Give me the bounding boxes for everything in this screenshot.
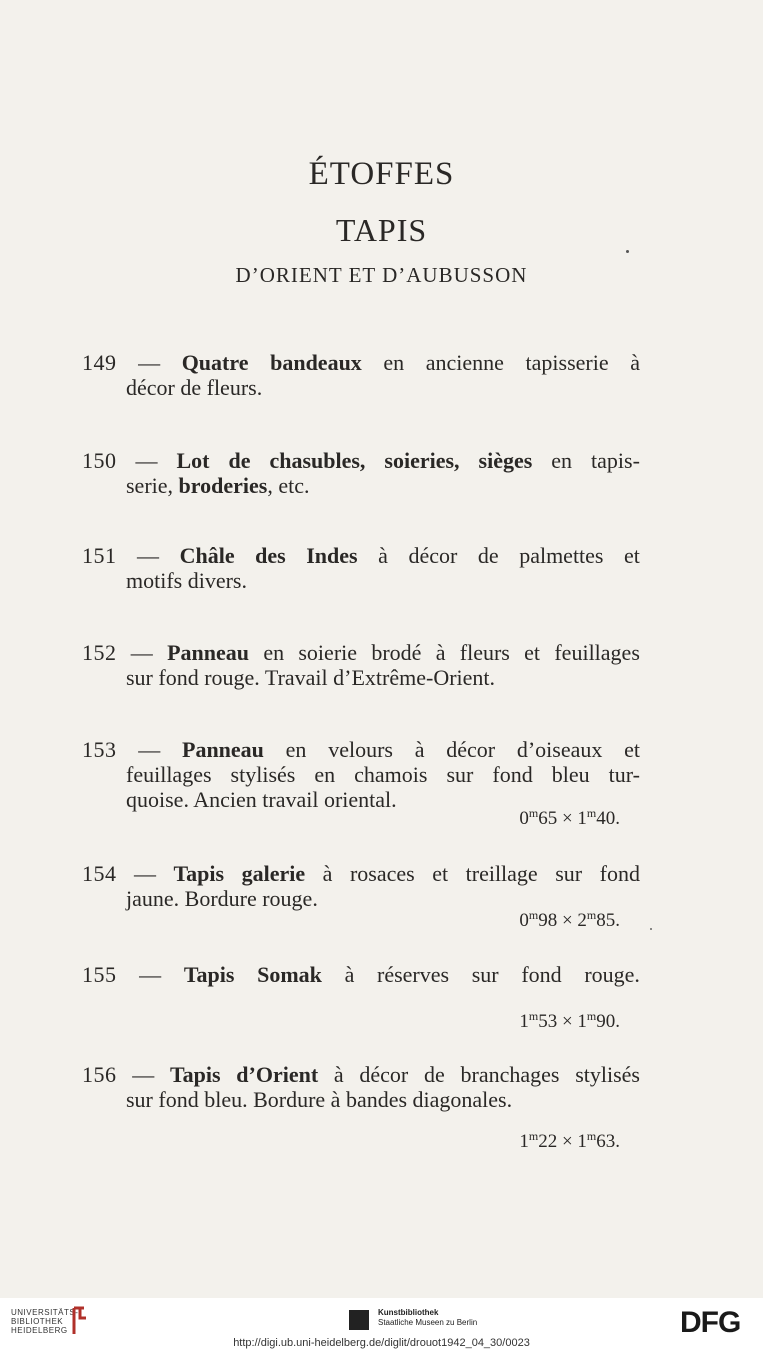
page-subtitle-orient: D’ORIENT ET D’AUBUSSON [235,263,528,287]
lot-text-word: stylisés [230,762,296,787]
university-logo-icon [70,1306,90,1336]
lot-title-word: bandeaux [270,350,362,375]
lot-dash: — [138,350,161,375]
lot-text-word: tapisserie [525,350,609,375]
lot-title-word: sièges [478,448,533,473]
lot-title-word: Somak [257,962,322,987]
dimension-part: 0 [519,910,529,931]
university-library-label [11,1308,78,1335]
dimension-part: m [586,908,597,922]
lot-dash: — [135,448,158,473]
lot-text-word: et [432,861,449,886]
lot-text-word: à [344,962,355,987]
university-line: HEIDELBERG [11,1326,68,1335]
dimension-part: × [561,1131,578,1152]
lot-number: 151 [82,543,117,568]
entry-line [82,762,640,787]
university-line: UNIVERSITÄTS- [11,1308,79,1317]
entry-first-line [82,543,640,568]
lot-title-word: Panneau [167,640,250,665]
dimension-part: 22 [538,1131,562,1152]
dimension-part: m [528,806,539,820]
lot-text-word: de [424,1062,445,1087]
lot-text-word: en [551,448,573,473]
dimension-part: 1 [519,1011,529,1032]
entry-first-line [82,1062,640,1087]
entry-first-line [82,861,640,886]
dimension-part: × [561,1011,578,1032]
lot-text-word: tur- [608,762,640,787]
lot-text-word: à [322,861,333,886]
catalogue-entry [82,448,642,498]
entry-line [82,473,642,498]
lot-text-word: brodé [371,640,422,665]
source-url-link[interactable]: http://digi.ub.uni-heidelberg.de/diglit/drouot1942_04_30/0023 [233,1337,530,1349]
lot-text-word: décor [446,737,496,762]
dimension-part: m [528,1009,539,1023]
catalogue-entry [82,861,642,911]
paper-speck [650,928,652,930]
museum-name: Staatliche Museen zu Berlin [378,1318,478,1327]
lot-title-word: Tapis [183,962,235,987]
lot-text-word: feuillages [554,640,640,665]
lot-text-word: décor [408,543,458,568]
lot-dash: — [134,861,157,886]
lot-number: 150 [82,448,117,473]
lot-dash: — [132,1062,155,1087]
lot-text-word: treillage [465,861,538,886]
lot-text-word: feuillages [126,762,212,787]
lot-dimensions [519,1009,620,1033]
lot-dash: — [139,962,162,987]
entry-line: sur fond bleu. Bordure à bandes diagonales. [126,1087,513,1112]
kunstbibliothek-label [378,1308,477,1328]
dimension-part: 0 [519,808,529,829]
lot-text-word: branchages [460,1062,560,1087]
lot-text-word: décor [359,1062,409,1087]
lot-title-word: soieries, [384,448,460,473]
lot-text-word: en [383,350,405,375]
lot-text-word: et [624,543,640,568]
dimension-part: 1 [577,1131,587,1152]
lot-dash: — [130,640,153,665]
lot-text-word: velours [328,737,393,762]
catalogue-entry [82,543,642,593]
lot-dash: — [138,737,161,762]
lot-text-word: fond [521,962,562,987]
lot-text-word: d’oiseaux [516,737,603,762]
lot-title-word: Quatre [181,350,249,375]
dimension-part: 1 [519,1131,529,1152]
lot-dash: — [137,543,160,568]
lot-text-word: à [414,737,425,762]
lot-number: 149 [82,350,117,375]
entry-first-line [82,640,640,665]
dimension-part: 1 [577,808,587,829]
lot-text-word: et [624,737,640,762]
dimension-part: 85. [596,910,620,931]
entry-first-line [82,448,640,473]
dfg-logo: DFG [680,1306,741,1339]
dimension-part: 90. [596,1011,620,1032]
footer-bar [0,1298,763,1352]
lot-text-word: à [333,1062,344,1087]
dimension-part: 2 [577,910,587,931]
catalogue-entry [82,1062,642,1112]
lot-text: , etc. [267,473,310,498]
dimension-part: m [586,806,597,820]
entry-line: sur fond rouge. Travail d’Extrême-Orient. [126,665,496,690]
dimension-part: m [586,1129,597,1143]
dimension-part: 63. [596,1131,620,1152]
lot-text-word: sur [471,962,499,987]
catalogue-entry [82,350,642,400]
lot-text-word: chamois [354,762,428,787]
dimension-part: m [528,908,539,922]
lot-text-word: en [285,737,307,762]
lot-number: 152 [82,640,117,665]
lot-title-word: Tapis [173,861,225,886]
lot-title-word: Tapis [169,1062,221,1087]
entry-line: jaune. Bordure rouge. [126,886,318,911]
dimension-part: m [528,1129,539,1143]
lot-number: 154 [82,861,117,886]
lot-text-word: tapis- [591,448,640,473]
catalogue-entry [82,962,642,987]
lot-title-word: Lot [176,448,210,473]
entry-first-line [82,350,640,375]
dimension-part: 1 [577,1011,587,1032]
lot-title-word: des [255,543,286,568]
paper-speck [626,250,629,253]
lot-text-word: à [435,640,446,665]
lot-dimensions [519,908,620,932]
lot-text-word: bleu [551,762,590,787]
lot-number: 153 [82,737,117,762]
lot-text-word: rosaces [349,861,415,886]
dimension-part: 40. [596,808,620,829]
lot-text-word: rouge. [584,962,640,987]
lot-title-word: Châle [179,543,235,568]
lot-title-word: broderies [178,473,268,498]
dimension-part: 53 [538,1011,562,1032]
dimension-part: × [561,910,578,931]
lot-title-word: d’Orient [236,1062,319,1087]
dimension-part: 98 [538,910,562,931]
lot-text-word: de [477,543,499,568]
lot-text: serie, [126,473,179,498]
dimension-part: 65 [538,808,562,829]
page-subtitle-tapis: TAPIS [335,212,428,248]
lot-text-word: en [263,640,285,665]
lot-text-word: en [314,762,336,787]
kunstbibliothek-name: Kunstbibliothek [378,1308,439,1317]
lot-title-word: galerie [241,861,306,886]
lot-text-word: fleurs [459,640,510,665]
lot-text-word: à [378,543,388,568]
dimension-part: × [561,808,578,829]
lot-number: 155 [82,962,117,987]
entry-line: décor de fleurs. [126,375,263,400]
lot-text-word: palmettes [519,543,604,568]
entry-line: motifs divers. [126,568,247,593]
lot-text-word: réserves [377,962,450,987]
lot-title-word: de [228,448,251,473]
entry-first-line [82,737,640,762]
lot-text-word: à [630,350,640,375]
lot-title-word: Indes [306,543,358,568]
lot-dimensions [519,1129,620,1153]
page-title: ÉTOFFES [308,156,455,192]
entry-line: quoise. Ancien travail oriental. [126,787,397,812]
kunstbibliothek-logo-icon [349,1310,369,1330]
lot-text-word: fond [599,861,640,886]
catalogue-entry [82,640,642,690]
lot-number: 156 [82,1062,117,1087]
dimension-part: m [586,1009,597,1023]
lot-dimensions [519,806,620,830]
lot-text-word: sur [555,861,583,886]
lot-text-word: stylisés [575,1062,640,1087]
university-line: BIBLIOTHEK [11,1317,64,1326]
lot-text-word: ancienne [425,350,504,375]
lot-text-word: et [524,640,541,665]
lot-title-word: chasubles, [269,448,366,473]
lot-text-word: soierie [298,640,358,665]
lot-text-word: sur [446,762,474,787]
entry-first-line [82,962,640,987]
lot-text-word: fond [492,762,533,787]
lot-title-word: Panneau [182,737,264,762]
catalogue-entry [82,737,642,812]
